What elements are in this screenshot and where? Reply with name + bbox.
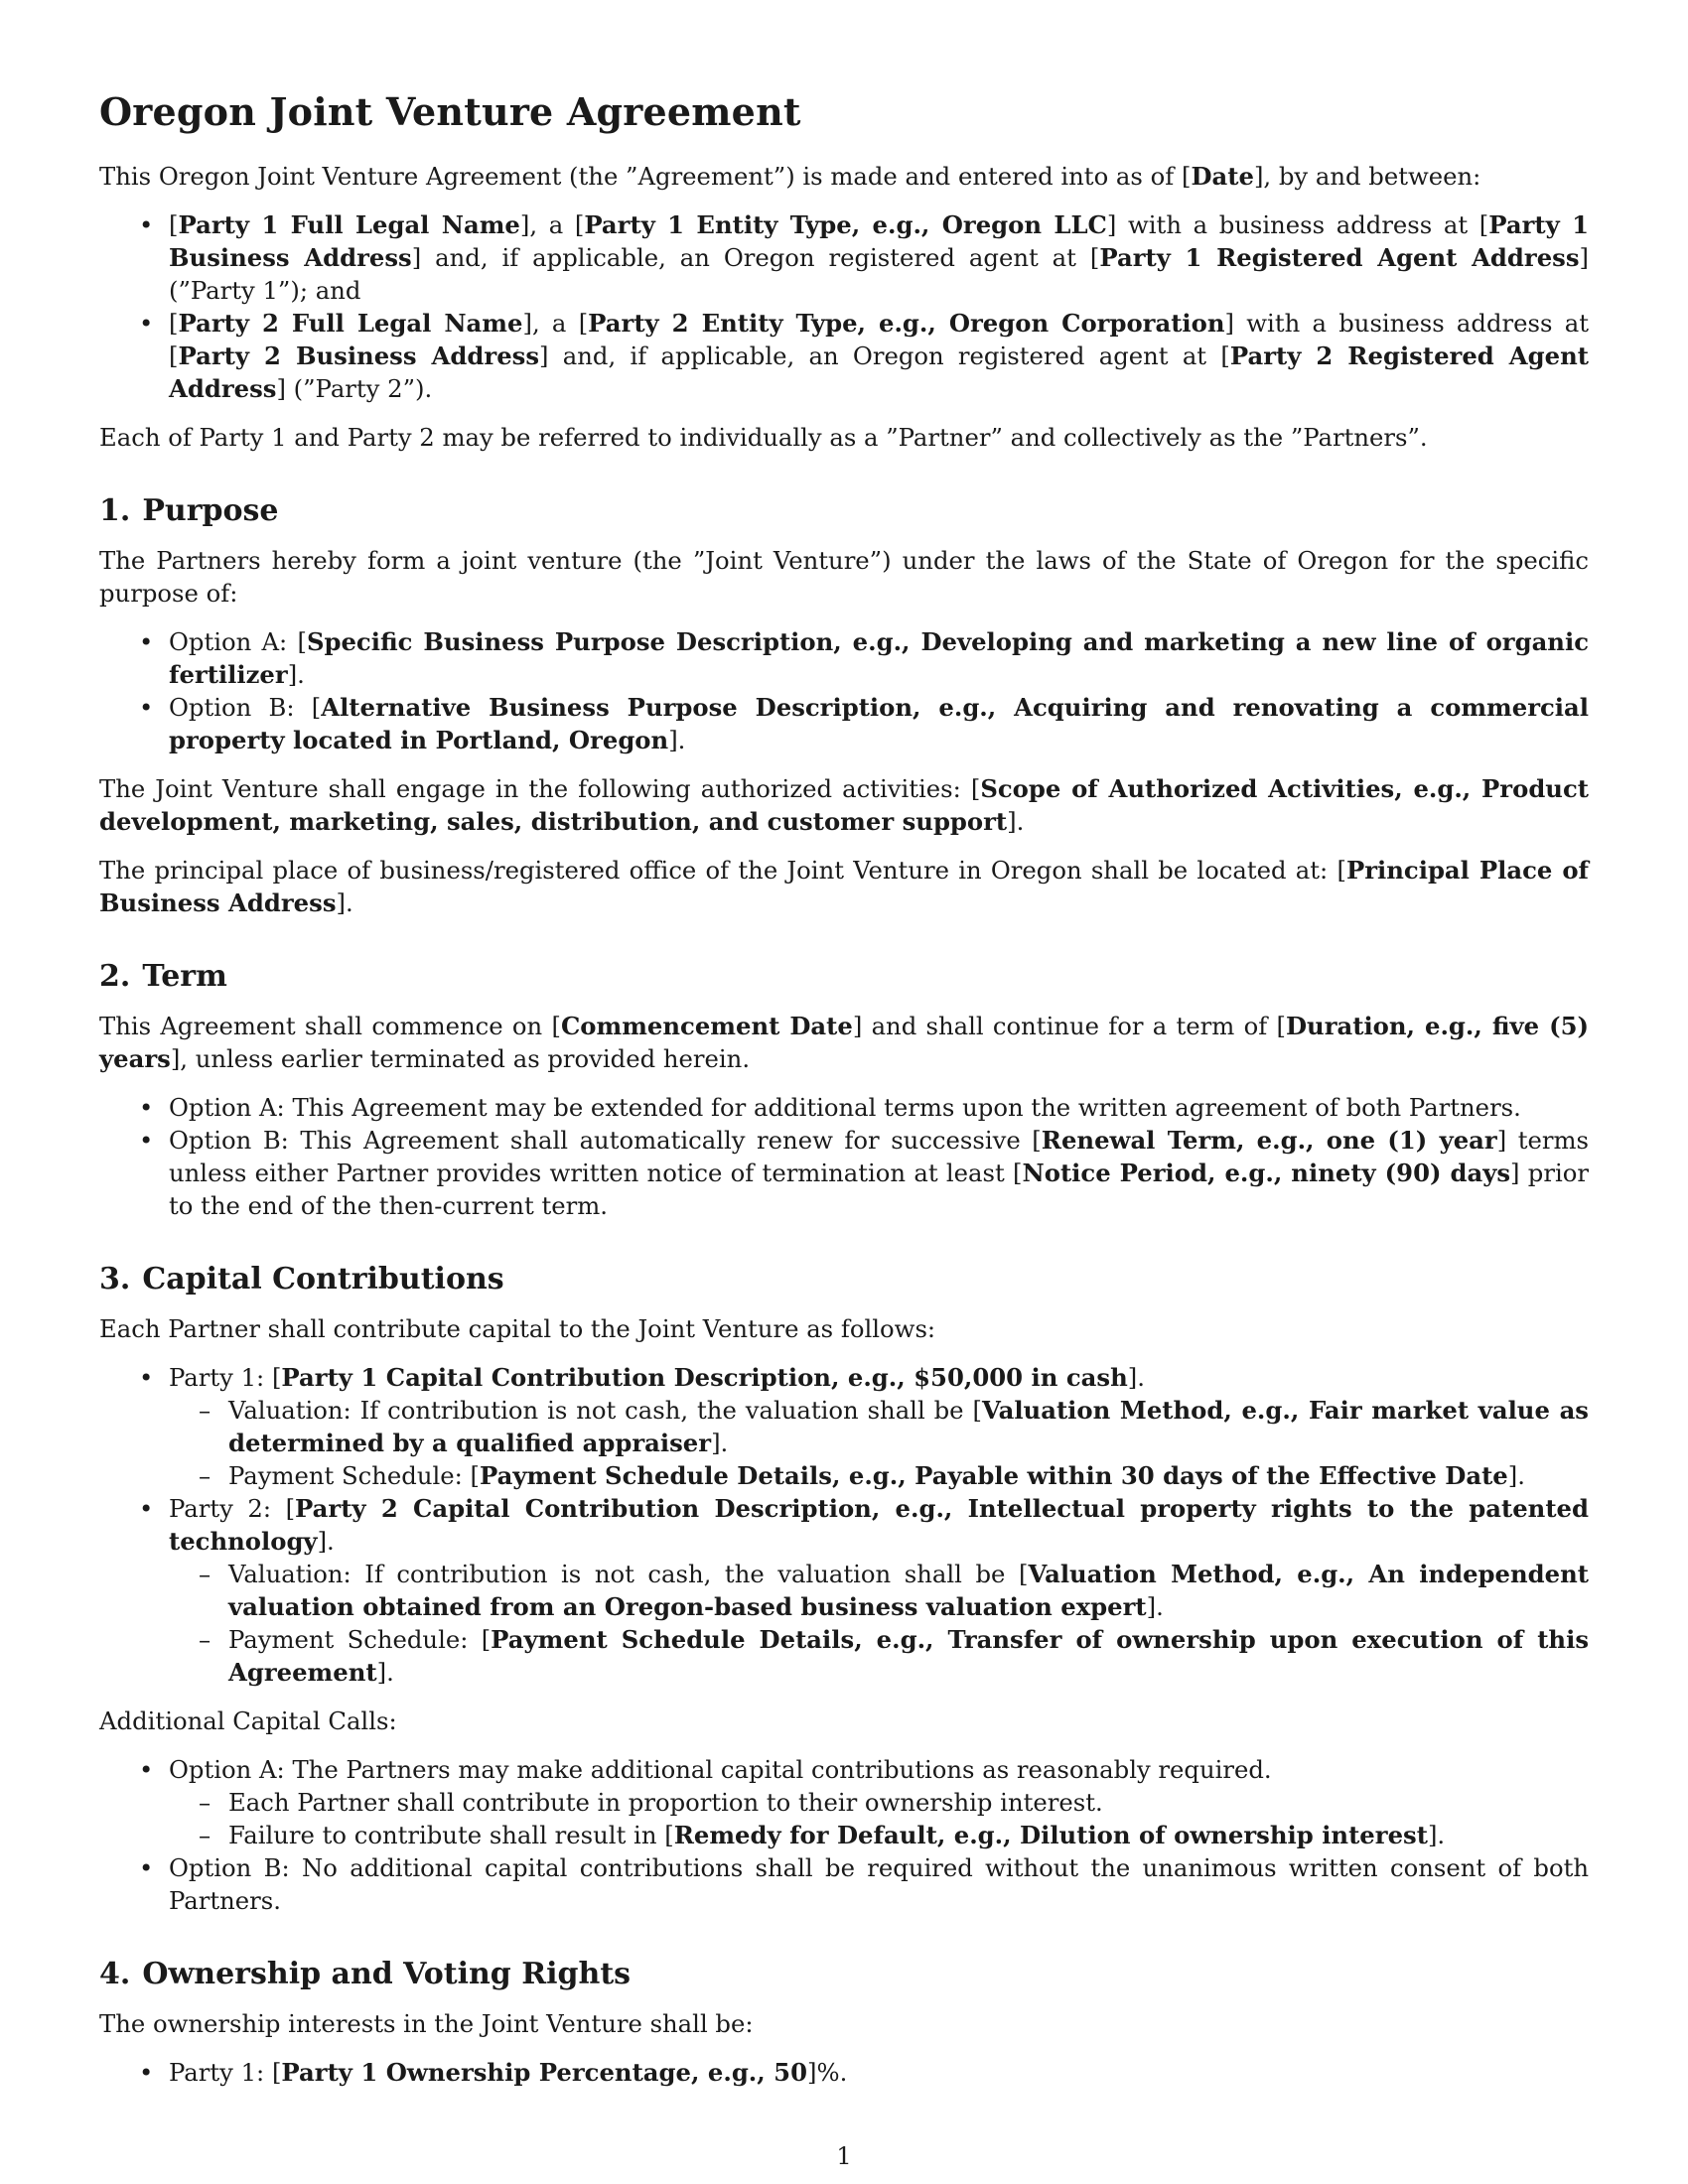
capital-calls-proportion: – Each Partner shall contribute in proportion to their ownership interest.	[169, 1786, 1589, 1819]
parties-list	[99, 208, 1589, 405]
capital-party-1: • Party 1: [Party 1 Capital Contribution Description, e.g., $50,000 in cash]. – Valuation: If contribution is not cash, the valuation shall be [Valuation Method, e.g., Fair market value as determined by a qualified appraiser]. – Payment Schedule: [Payment Schedule Details, e.g., Payable within 30 days of the Effective Date].	[99, 1361, 1589, 1492]
section-purpose-heading: 1. Purpose	[99, 493, 279, 528]
section-ownership-heading: 4. Ownership and Voting Rights	[99, 1957, 632, 1991]
capital-intro: Each Partner shall contribute capital to the Joint Venture as follows:	[99, 1314, 936, 1343]
purpose-intro: The Partners hereby form a joint venture (the ”Joint Venture”) under the laws of the State of Oregon for the specific purpose of:	[99, 546, 1589, 608]
term-option-a: • Option A: This Agreement may be extended for additional terms upon the written agreement of both Partners.	[99, 1091, 1589, 1124]
ownership-party-1: • Party 1: [Party 1 Ownership Percentage, e.g., 50]%.	[99, 2056, 1589, 2089]
section-term-heading: 2. Term	[99, 959, 227, 994]
purpose-option-b: • Option B: [Alternative Business Purpose Description, e.g., Acquiring and renovating a commercial property located in Portland, Oregon].	[99, 691, 1589, 756]
capital-contributions-list	[99, 1361, 1589, 1689]
capital-calls-option-b: • Option B: No additional capital contributions shall be required without the unanimous written consent of both Partners.	[99, 1851, 1589, 1917]
purpose-option-a: • Option A: [Specific Business Purpose Description, e.g., Developing and marketing a new line of organic fertilizer].	[99, 625, 1589, 691]
document-title: Oregon Joint Venture Agreement	[99, 89, 801, 134]
page-number: 1	[836, 2142, 852, 2170]
purpose-options	[99, 625, 1589, 756]
term-paragraph: This Agreement shall commence on [Commencement Date] and shall continue for a term of [Duration, e.g., five (5) years], unless earlier terminated as provided herein.	[99, 1012, 1589, 1073]
capital-calls-options	[99, 1753, 1589, 1917]
capital-party-2: • Party 2: [Party 2 Capital Contribution Description, e.g., Intellectual property rights to the patented technology]. – Valuation: If contribution is not cash, the valuation shall be [Valuation Method, e.g., An independent valuation obtained from an Oregon-based business valuation expert]. – Payment Schedule: [Payment Schedule Details, e.g., Transfer of ownership upon execution of this Agreement].	[99, 1492, 1589, 1689]
intro-paragraph: This Oregon Joint Venture Agreement (the ”Agreement”) is made and entered into as of [Date], by and between:	[99, 162, 1481, 191]
capital-party-1-valuation: – Valuation: If contribution is not cash, the valuation shall be [Valuation Method, e.g., Fair market value as determined by a qualified appraiser].	[169, 1394, 1589, 1459]
capital-calls-option-a: • Option A: The Partners may make additional capital contributions as reasonably required. – Each Partner shall contribute in proportion to their ownership interest. – Failure to contribute shall result in [Remedy for Default, e.g., Dilution of ownership interest].	[99, 1753, 1589, 1851]
capital-party-1-schedule: – Payment Schedule: [Payment Schedule Details, e.g., Payable within 30 days of the Effective Date].	[169, 1459, 1589, 1492]
purpose-place: The principal place of business/registered office of the Joint Venture in Oregon shall be located at: [Principal Place of Business Address].	[99, 856, 1589, 917]
date-placeholder: Date	[1191, 162, 1254, 191]
document-page	[99, 89, 1589, 2115]
capital-party-2-valuation: – Valuation: If contribution is not cash, the valuation shall be [Valuation Method, e.g., An independent valuation obtained from an Oregon-based business valuation expert].	[169, 1558, 1589, 1623]
capital-calls-label: Additional Capital Calls:	[99, 1706, 397, 1735]
capital-calls-default: – Failure to contribute shall result in [Remedy for Default, e.g., Dilution of ownership interest].	[169, 1819, 1589, 1851]
partners-note: Each of Party 1 and Party 2 may be referred to individually as a ”Partner” and collectively as the ”Partners”.	[99, 423, 1428, 452]
ownership-list	[99, 2056, 1589, 2089]
party-2-item: • [Party 2 Full Legal Name], a [Party 2 Entity Type, e.g., Oregon Corporation] with a business address at [Party 2 Business Address] and, if applicable, an Oregon registered agent at [Party 2 Registered Agent Address] (”Party 2”).	[99, 307, 1589, 405]
ownership-intro: The ownership interests in the Joint Venture shall be:	[99, 2009, 754, 2038]
capital-party-2-schedule: – Payment Schedule: [Payment Schedule Details, e.g., Transfer of ownership upon execution of this Agreement].	[169, 1623, 1589, 1689]
party-1-item: • [Party 1 Full Legal Name], a [Party 1 Entity Type, e.g., Oregon LLC] with a business address at [Party 1 Business Address] and, if applicable, an Oregon registered agent at [Party 1 Registered Agent Address] (”Party 1”); and	[99, 208, 1589, 307]
section-capital-heading: 3. Capital Contributions	[99, 1262, 504, 1297]
term-option-b: • Option B: This Agreement shall automatically renew for successive [Renewal Term, e.g., one (1) year] terms unless either Partner provides written notice of termination at least [Notice Period, e.g., ninety (90) days] prior to the end of the then-current term.	[99, 1124, 1589, 1222]
term-options	[99, 1091, 1589, 1222]
purpose-activities: The Joint Venture shall engage in the following authorized activities: [Scope of Authorized Activities, e.g., Product development, marketing, sales, distribution, and customer support].	[99, 774, 1589, 836]
